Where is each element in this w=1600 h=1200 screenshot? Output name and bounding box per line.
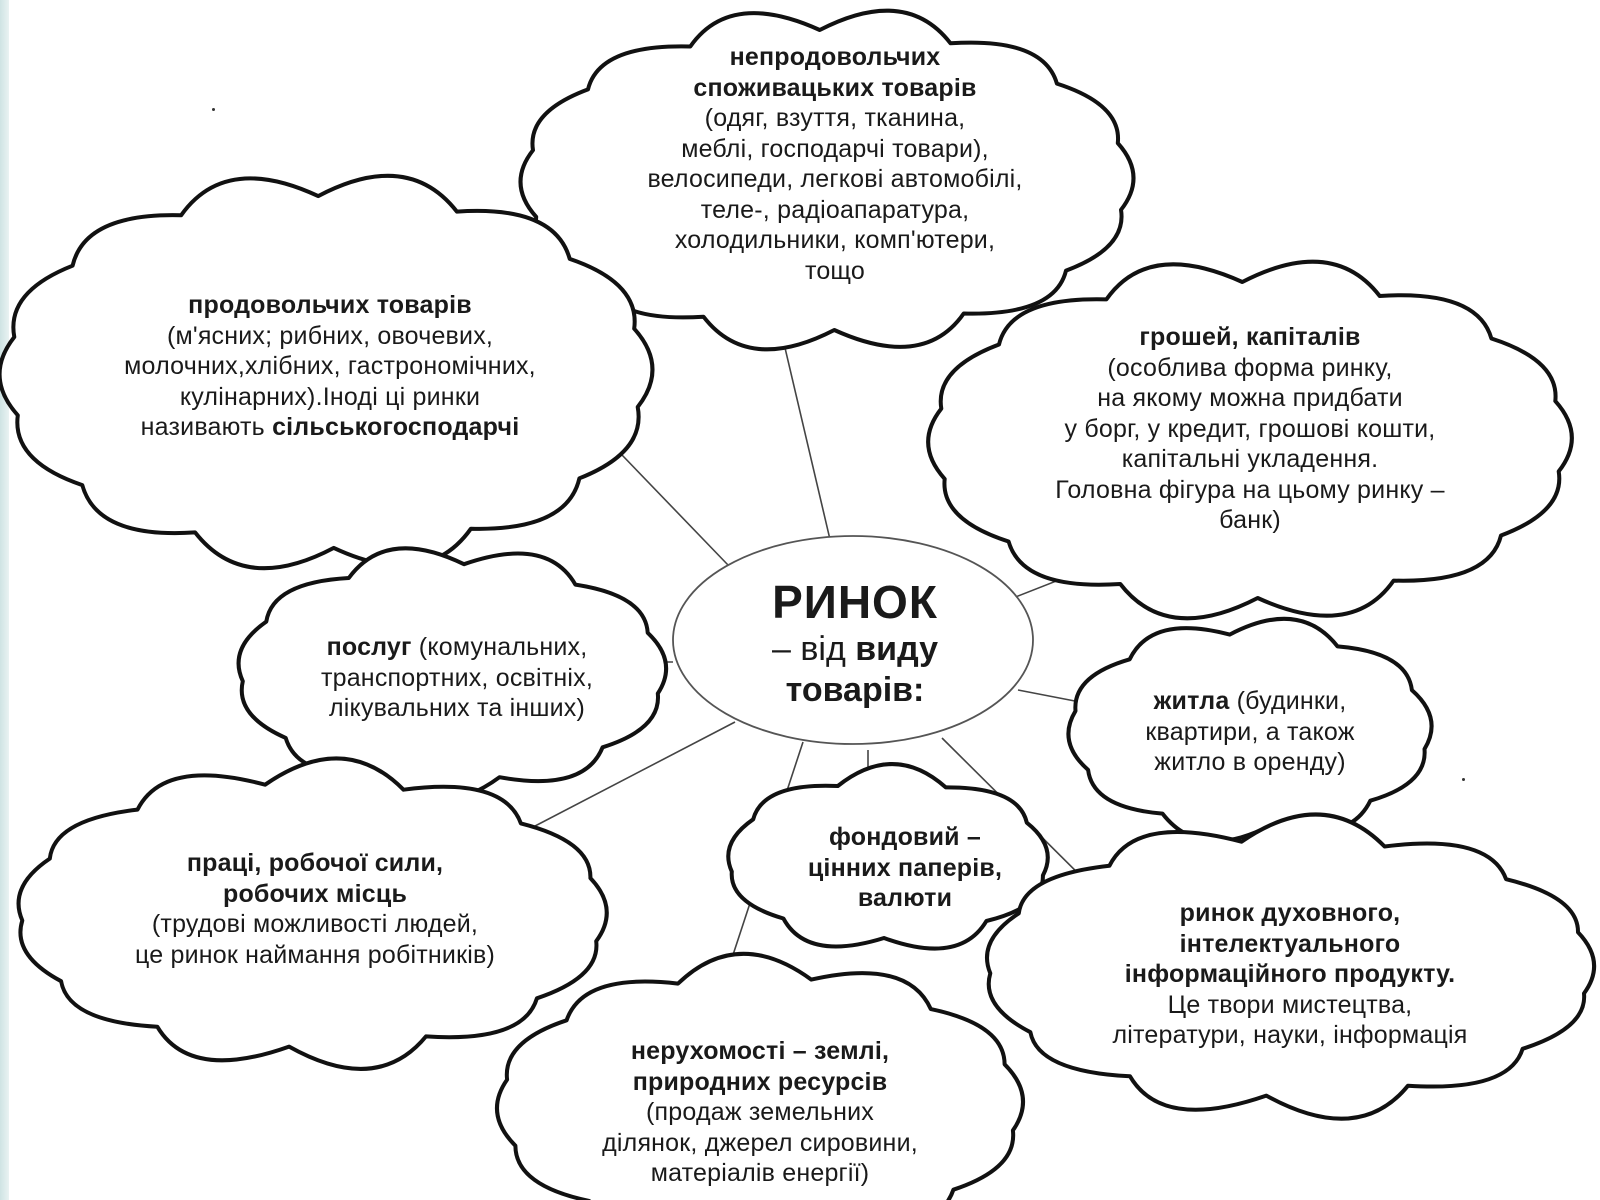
- center-subtitle: [700, 629, 1010, 711]
- center-line3: товарів:: [785, 670, 925, 709]
- labor-title-1: праці, робочої сили,: [186, 849, 444, 877]
- labor-line-4: це ринок наймання робітників): [134, 940, 495, 969]
- spiritual-line-4: Це твори мистецтва,: [1167, 990, 1413, 1019]
- stock-title-1: фондовий –: [828, 823, 981, 851]
- realestate-title-2: природних ресурсів: [632, 1067, 888, 1096]
- money-line-3: на якому можна придбати: [1097, 384, 1403, 412]
- realestate-title-1: нерухомості – землі,: [630, 1037, 890, 1065]
- nonfood-line-5: велосипеди, легкові автомобілі,: [647, 165, 1023, 193]
- realestate-line-4: ділянок, джерел сировини,: [602, 1128, 918, 1157]
- speck-dot: [212, 108, 215, 111]
- services-line-1-rest: (комунальних,: [418, 633, 588, 661]
- connector-nonfood: [778, 318, 832, 548]
- money-line-7: банк): [1219, 506, 1281, 534]
- cloud-stock-text: [755, 822, 1055, 914]
- cloud-money-text: [965, 322, 1535, 536]
- food-line-3: молочних,хлібних, гастрономічних,: [124, 352, 536, 380]
- nonfood-line-7: холодильники, комп'ютери,: [674, 226, 996, 254]
- cloud-housing-text: [1080, 686, 1420, 778]
- services-line-3: лікувальних та інших): [328, 694, 586, 722]
- cloud-food-text: [40, 290, 620, 443]
- cloud-nonfood-text: [565, 42, 1105, 286]
- food-line-4: кулінарних).Іноді ці ринки: [179, 382, 481, 411]
- center-line2a: – від: [772, 630, 846, 668]
- spiritual-title-2: інтелектуального: [1179, 929, 1401, 958]
- nonfood-line-8: тощо: [804, 256, 866, 285]
- connector-housing: [1018, 690, 1080, 702]
- housing-title: житла: [1153, 687, 1230, 715]
- nonfood-title-1: непродовольчих: [729, 43, 941, 71]
- food-title: продовольчих товарів: [188, 291, 472, 319]
- money-line-5: капітальні укладення.: [1121, 445, 1379, 473]
- food-line-2: (м'ясних; рибних, овочевих,: [166, 321, 494, 350]
- nonfood-line-3: (одяг, взуття, тканина,: [704, 104, 966, 132]
- connector-food: [622, 455, 728, 565]
- center-title: РИНОК: [772, 576, 938, 628]
- services-line-2: транспортних, освітніх,: [320, 663, 594, 692]
- labor-line-3: (трудові можливості людей,: [151, 910, 479, 938]
- stock-title-3: валюти: [857, 884, 953, 912]
- center-line2b: виду: [855, 630, 938, 668]
- money-line-4: у борг, у кредит, грошові кошти,: [1064, 414, 1436, 443]
- nonfood-line-4: меблі, господарчі товари),: [681, 134, 989, 163]
- labor-title-2: робочих місць: [222, 879, 408, 908]
- nonfood-line-6: теле-, радіоапаратура,: [700, 195, 970, 224]
- cloud-labor-text: [55, 848, 575, 970]
- cloud-services-text: [262, 632, 652, 724]
- spiritual-title-1: ринок духовного,: [1179, 899, 1401, 927]
- realestate-line-3: (продаж земельних: [646, 1098, 874, 1126]
- housing-line-1: [1080, 686, 1420, 717]
- food-line-5b: сільськогосподарчі: [272, 413, 520, 441]
- money-line-2: (особлива форма ринку,: [1107, 353, 1393, 382]
- realestate-line-5: матеріалів енергії): [650, 1159, 870, 1187]
- money-title: грошей, капіталів: [1139, 323, 1361, 351]
- services-title: послуг: [326, 633, 412, 661]
- money-line-6: Головна фігура на цьому ринку –: [1055, 475, 1445, 504]
- food-line-5: [40, 412, 620, 443]
- cloud-spiritual-text: [1030, 898, 1550, 1051]
- speck-dot: [1462, 778, 1465, 781]
- center-label: [700, 575, 1010, 711]
- housing-line-1-rest: (будинки,: [1236, 687, 1347, 715]
- housing-line-3: житло в оренду): [1154, 748, 1346, 776]
- stock-title-2: цінних паперів,: [807, 853, 1003, 882]
- spiritual-line-5: літератури, науки, інформація: [1112, 1021, 1468, 1049]
- housing-line-2: квартири, а також: [1145, 717, 1355, 746]
- nonfood-title-2: споживацьких товарів: [693, 73, 977, 102]
- services-line-1: [262, 632, 652, 663]
- cloud-realestate-text: [540, 1036, 980, 1189]
- spiritual-title-3: інформаційного продукту.: [1124, 960, 1456, 988]
- food-line-5a: називають: [140, 413, 265, 441]
